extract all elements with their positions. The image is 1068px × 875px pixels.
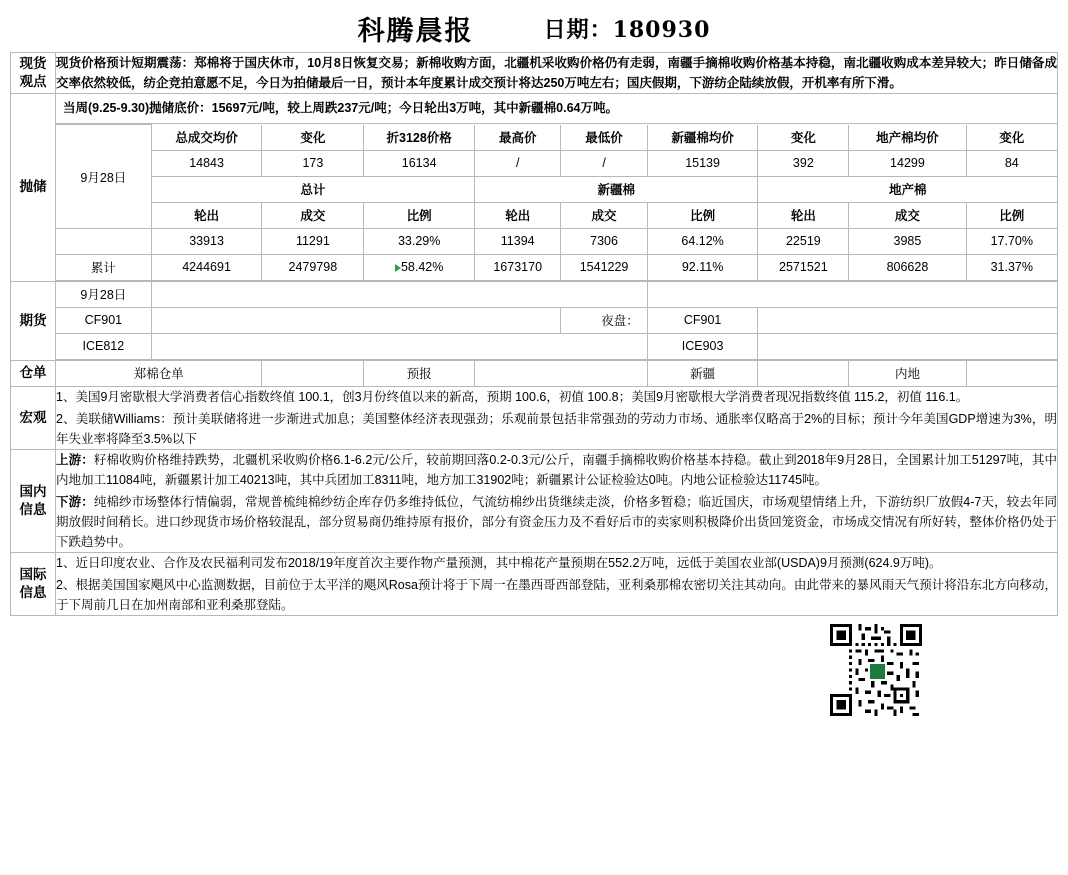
domestic-label-line2: 信息	[19, 501, 47, 517]
reserve-total-3: 1673170	[475, 254, 561, 280]
macro-item-2: 2、美联储Williams：预计美联储将进一步渐进式加息；美国整体经济表现强劲；乐观前景包括非常强劲的劳动力市场、通胀率仅略高于2%的目标；预计今年美国GDP增速为3%，明年失业率将降至3.5%以下	[56, 411, 1057, 446]
reserve-v-8: 84	[966, 150, 1057, 176]
reserve-sub-8: 比例	[966, 202, 1057, 228]
warehouse-cell-forecast: 预报	[364, 361, 475, 386]
domestic-downstream-text: 纯棉纱市场整体行情偏弱，常规普梳纯棉纱纺企库存仍多维持低位，气流纺棉纱出货继续走淡，价格多暂稳；临近国庆，市场观望情绪上升，下游纺织厂放假4-7天，较去年同期放假时间稍长。进口纱现货市场价格较混乱，部分贸易商仍维持原有报价，部分有资金压力及不看好后市的卖家则积极降价出货回笼资金，市场成交情况有所好转，整体价格仍处于下跌趋势中。	[56, 494, 1057, 549]
reserve-h-0: 总成交均价	[151, 125, 262, 151]
domestic-content	[56, 449, 1058, 552]
row-warehouse	[11, 360, 1058, 386]
reserve-h-1: 变化	[262, 125, 364, 151]
warehouse-cell-zhengmian: 郑棉仓单	[56, 361, 262, 386]
reserve-sub-2: 比例	[364, 202, 475, 228]
row-reserve	[11, 94, 1058, 282]
futures-night-ice903-value	[758, 333, 1057, 359]
reserve-h-5: 新疆棉均价	[647, 125, 758, 151]
domestic-upstream-text: 籽棉收购价格维持跌势，北疆机采收购价格6.1-6.2元/公斤，较前期回落0.2-0.3元/公斤，南疆手摘棉收购价格基本持稳。截止到2018年9月28日，全国累计加工51297吨，其中内地加工11084吨，新疆累计加工40213吨，其中兵团加工8311吨，地方加工31902吨；新疆累计公证检验达0吨。内地公证检验达11745吨。	[56, 452, 1057, 487]
warehouse-neidi-value	[966, 361, 1057, 386]
futures-night-cf901-value	[758, 307, 1057, 333]
reserve-total-4: 1541229	[561, 254, 647, 280]
reserve-day-spacer	[56, 228, 151, 254]
reserve-v-3: /	[475, 150, 561, 176]
reserve-headline: 当周(9.25-9.30)抛储底价：15697元/吨，较上周跌237元/吨；今日轮出3万吨，其中新疆棉0.64万吨。	[56, 94, 1057, 124]
macro-item-1: 1、美国9月密歇根大学消费者信心指数终值 100.1，创3月份终值以来的新高，预期 100.6，初值 100.8；美国9月密歇根大学消费者现况指数终值 115.2，初值 116.1。	[56, 389, 969, 404]
reserve-h-7: 地产棉均价	[849, 125, 966, 151]
warehouse-grid	[56, 361, 1057, 386]
futures-cf901-row	[56, 307, 1057, 333]
reserve-total-2	[364, 254, 475, 280]
reserve-total-1: 2479798	[262, 254, 364, 280]
row-domestic	[11, 449, 1058, 552]
futures-night-label: 夜盘：	[561, 307, 647, 333]
page-title: 科腾晨报	[357, 15, 474, 47]
reserve-v-2: 16134	[364, 150, 475, 176]
reserve-total-8: 31.37%	[966, 254, 1057, 280]
reserve-sub-3: 轮出	[475, 202, 561, 228]
warehouse-xinjiang-value	[758, 361, 849, 386]
futures-date-row	[56, 282, 1057, 308]
reserve-total-6: 2571521	[758, 254, 849, 280]
reserve-total-7: 806628	[849, 254, 966, 280]
section-label-futures: 期货	[11, 281, 56, 360]
domestic-downstream	[56, 492, 1057, 552]
section-label-domestic	[11, 449, 56, 552]
row-futures	[11, 281, 1058, 360]
reserve-group-row	[56, 176, 1057, 202]
reserve-day-7: 3985	[849, 228, 966, 254]
reserve-v-5: 15139	[647, 150, 758, 176]
futures-night-ice903: ICE903	[647, 333, 758, 359]
reserve-content	[56, 94, 1058, 282]
warehouse-cell-neidi: 内地	[849, 361, 966, 386]
reserve-h-2: 折3128价格	[364, 125, 475, 151]
reserve-h-4: 最低价	[561, 125, 647, 151]
warehouse-zhengmian-value	[262, 361, 364, 386]
international-item-1: 1、近日印度农业、合作及农民福利司发布2018/19年度首次主要作物产量预测，其中棉花产量预期在552.2万吨，远低于美国农业部(USDA)9月预测(624.9万吨)。	[56, 555, 942, 570]
reserve-sub-4: 成交	[561, 202, 647, 228]
document-date: 日期：180930	[543, 16, 711, 43]
futures-ice812-value	[151, 333, 647, 359]
reserve-group-2: 地产棉	[758, 176, 1057, 202]
international-item-2: 2、根据美国国家飓风中心监测数据，目前位于太平洋的飓风Rosa预计将于下周一在墨西哥西部登陆，亚利桑那棉农密切关注其动向。由此带来的暴风雨天气预计将沿东北方向移动，于下周前几日在加州南部和亚利桑那登陆。	[56, 577, 1057, 612]
reserve-sub-5: 比例	[647, 202, 758, 228]
futures-date-blank-2	[647, 282, 1057, 308]
section-label-reserve: 抛储	[11, 94, 56, 282]
row-international	[11, 552, 1058, 615]
warehouse-row	[56, 361, 1057, 386]
reserve-day-6: 22519	[758, 228, 849, 254]
domestic-upstream-lead: 上游：	[56, 452, 94, 467]
warehouse-content	[56, 360, 1058, 386]
spot-view-content	[56, 53, 1058, 94]
warehouse-cell-xinjiang: 新疆	[647, 361, 758, 386]
section-label-spot-view	[11, 53, 56, 94]
reserve-total-label: 累计	[56, 254, 151, 280]
reserve-value-row	[56, 150, 1057, 176]
reserve-total-0: 4244691	[151, 254, 262, 280]
reserve-grid	[56, 124, 1057, 281]
futures-cf901-value	[151, 307, 561, 333]
reserve-day-4: 7306	[561, 228, 647, 254]
reserve-day-1: 11291	[262, 228, 364, 254]
reserve-h-3: 最高价	[475, 125, 561, 151]
reserve-total-row	[56, 254, 1057, 280]
reserve-day-0: 33913	[151, 228, 262, 254]
reserve-group-0: 总计	[151, 176, 474, 202]
macro-content	[56, 386, 1058, 449]
reserve-sub-0: 轮出	[151, 202, 262, 228]
reserve-v-1: 173	[262, 150, 364, 176]
warehouse-forecast-value	[475, 361, 648, 386]
reserve-h-6: 变化	[758, 125, 849, 151]
reserve-sub-1: 成交	[262, 202, 364, 228]
row-macro	[11, 386, 1058, 449]
reserve-sub-6: 轮出	[758, 202, 849, 228]
reserve-total-5: 92.11%	[647, 254, 758, 280]
reserve-v-7: 14299	[849, 150, 966, 176]
section-label-international	[11, 552, 56, 615]
reserve-day-5: 64.12%	[647, 228, 758, 254]
futures-date: 9月28日	[56, 282, 151, 308]
reserve-group-1: 新疆棉	[475, 176, 758, 202]
reserve-v-0: 14843	[151, 150, 262, 176]
reserve-sub-7: 成交	[849, 202, 966, 228]
futures-content	[56, 281, 1058, 360]
qr-code-image	[830, 624, 922, 716]
international-label-line1: 国际	[19, 566, 47, 582]
reserve-v-4: /	[561, 150, 647, 176]
domestic-label-line1: 国内	[19, 483, 47, 499]
row-spot-view	[11, 53, 1058, 94]
international-label-line2: 信息	[19, 584, 47, 600]
reserve-header-row	[56, 125, 1057, 151]
reserve-total-2-text: 58.42%	[400, 260, 444, 275]
futures-label-cf901: CF901	[56, 307, 151, 333]
section-label-macro: 宏观	[11, 386, 56, 449]
reserve-h-8: 变化	[966, 125, 1057, 151]
futures-grid	[56, 282, 1057, 360]
spot-view-label-line1: 现货	[19, 55, 47, 71]
futures-ice812-row	[56, 333, 1057, 359]
section-label-warehouse: 仓单	[11, 360, 56, 386]
spot-view-paragraph: 现货价格预计短期震荡：郑棉将于国庆休市，10月8日恢复交易；新棉收购方面，北疆机采收购价格仍有走弱，南疆手摘棉收购价格基本持稳，南北疆收购成本差异较大；昨日储备成交率依然较低，纺企竞拍意愿不足，今日为拍储最后一日，预计本年度累计成交预计将达250万吨左右；国庆假期，下游纺企陆续放假，开机率有所下滑。	[56, 56, 1057, 90]
report-table	[10, 52, 1058, 616]
futures-date-blank-1	[151, 282, 647, 308]
domestic-downstream-lead: 下游：	[56, 494, 94, 509]
footer-area	[0, 616, 1068, 734]
document-header	[0, 0, 1068, 52]
reserve-sub-header-row	[56, 202, 1057, 228]
reserve-day-row	[56, 228, 1057, 254]
futures-night-cf901: CF901	[647, 307, 758, 333]
futures-label-ice812: ICE812	[56, 333, 151, 359]
reserve-v-6: 392	[758, 150, 849, 176]
reserve-day-3: 11394	[475, 228, 561, 254]
reserve-date: 9月28日	[56, 125, 151, 229]
reserve-day-2: 33.29%	[364, 228, 475, 254]
qr-code	[830, 624, 922, 716]
reserve-day-8: 17.70%	[966, 228, 1057, 254]
international-content	[56, 552, 1058, 615]
spot-view-label-line2: 观点	[19, 74, 47, 89]
domestic-upstream	[56, 450, 1057, 490]
